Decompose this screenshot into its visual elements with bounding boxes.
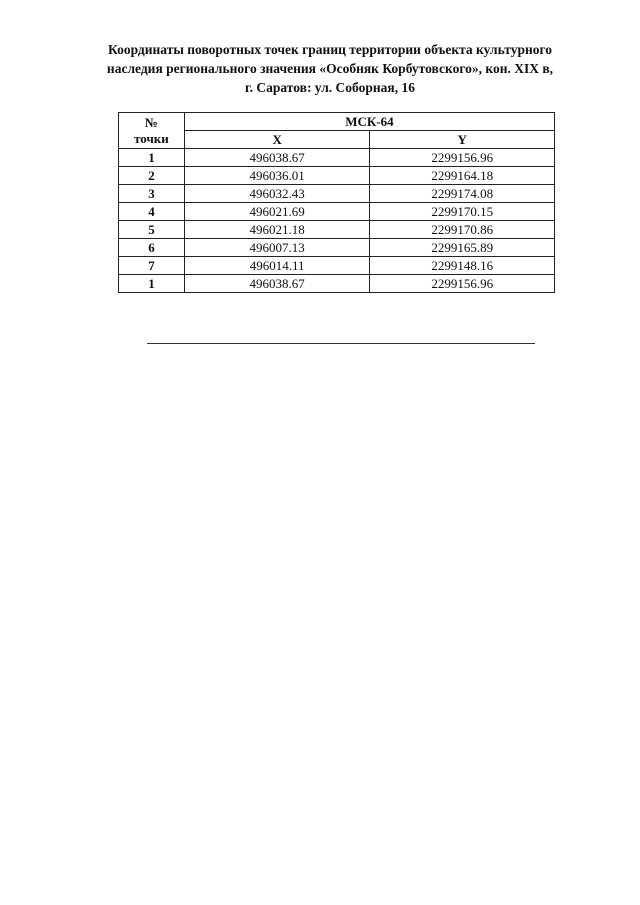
x-header: X [184, 131, 370, 149]
header-row-bottom [119, 131, 555, 149]
y-value: 2299164.18 [370, 167, 555, 185]
y-header: Y [370, 131, 555, 149]
document-title [70, 40, 590, 97]
table-row [119, 167, 555, 185]
horizontal-rule [147, 343, 535, 344]
x-value: 496032.43 [184, 185, 370, 203]
point-number: 4 [119, 203, 185, 221]
table-row [119, 257, 555, 275]
x-value: 496038.67 [184, 275, 370, 293]
y-value: 2299148.16 [370, 257, 555, 275]
y-value: 2299165.89 [370, 239, 555, 257]
table-row [119, 221, 555, 239]
point-number: 1 [119, 149, 185, 167]
point-number: 6 [119, 239, 185, 257]
x-value: 496036.01 [184, 167, 370, 185]
point-number-header-line1: № [144, 114, 158, 130]
point-number: 5 [119, 221, 185, 239]
point-number: 1 [119, 275, 185, 293]
y-value: 2299174.08 [370, 185, 555, 203]
y-value: 2299156.96 [370, 149, 555, 167]
table-row [119, 185, 555, 203]
x-value: 496007.13 [184, 239, 370, 257]
point-number: 3 [119, 185, 185, 203]
x-value: 496021.69 [184, 203, 370, 221]
table-row [119, 203, 555, 221]
title-line-2: наследия регионального значения «Особняк Корбутовского», кон. XIX в, [106, 61, 554, 76]
y-value: 2299170.86 [370, 221, 555, 239]
x-value: 496021.18 [184, 221, 370, 239]
table-row [119, 149, 555, 167]
point-number: 7 [119, 257, 185, 275]
y-value: 2299170.15 [370, 203, 555, 221]
point-number-header-line2: точки [134, 130, 169, 146]
table-row [119, 239, 555, 257]
title-line-1: Координаты поворотных точек границ территории объекта культурного [107, 42, 553, 57]
header-row-top [119, 113, 555, 131]
x-value: 496038.67 [184, 149, 370, 167]
point-number: 2 [119, 167, 185, 185]
point-number-header [119, 113, 185, 149]
table-row [119, 275, 555, 293]
y-value: 2299156.96 [370, 275, 555, 293]
coordinates-table [118, 112, 555, 293]
coordinate-system-header: МСК-64 [184, 113, 554, 131]
title-line-3: г. Саратов: ул. Соборная, 16 [245, 80, 415, 95]
x-value: 496014.11 [184, 257, 370, 275]
